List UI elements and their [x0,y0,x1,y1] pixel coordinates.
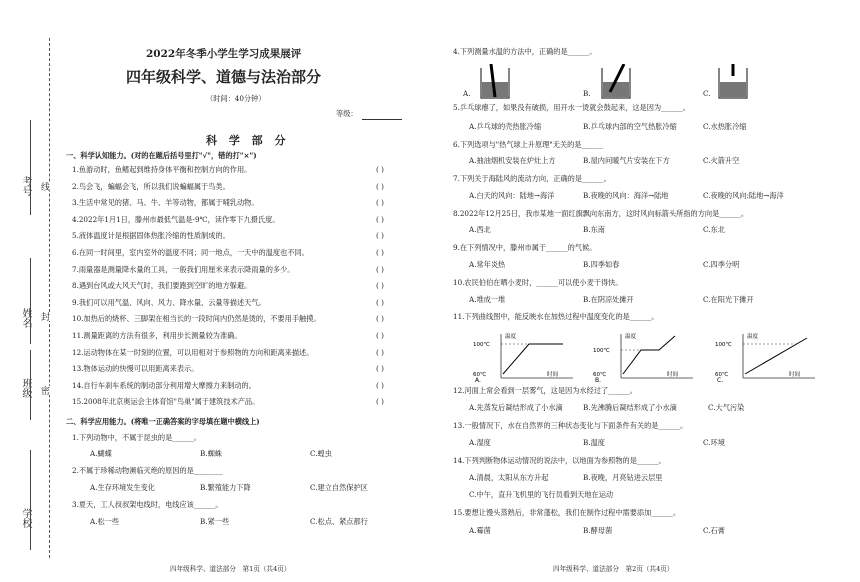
judgement-item: 1.鱼游动时，鱼鳍起到维持身体平衡和控制方向的作用。 [72,165,252,174]
q1-option-a[interactable]: A.蝴蝶 [90,449,112,458]
q9-option-a[interactable]: A.常年炎热 [469,260,506,269]
answer-parentheses[interactable]: ( ) [376,347,384,357]
page2-footer: 四年级科学、道法部分 第2页（共4页） [553,565,674,573]
judgement-item: 11.测量距离的方法有很多，利用步长测量较为准确。 [72,331,242,340]
q8-option-a[interactable]: A.西北 [469,225,491,234]
q10-option-c[interactable]: C.在阳光下摊开 [703,295,754,304]
q13-option-c[interactable]: C.环境 [703,438,725,447]
name-field[interactable] [30,258,31,344]
q11-c-temp-label: 温度 [747,334,759,340]
answer-parentheses[interactable]: ( ) [376,264,384,274]
q11-option-c[interactable]: C. [717,377,724,382]
judgement-item: 4.2022年1月1日，滕州市最低气温是-9℃，读作零下九摄氏度。 [72,214,280,224]
answer-parentheses[interactable]: ( ) [376,165,384,174]
q13-option-b[interactable]: B.温度 [583,438,605,447]
q2-option-c[interactable]: C.建立自然保护区 [310,483,368,492]
q1-stem: 1.下列动物中，不属于昆虫的是______。 [72,433,202,442]
judgement-item: 10.加热后的烧杯、三脚架在相当长的一段时间内仍然是烫的，不要用手触摸。 [72,314,321,324]
answer-parentheses[interactable]: ( ) [376,380,384,390]
q7-option-c[interactable]: C.夜晚的风向:陆地→海洋 [703,191,784,200]
q11-option-b[interactable]: B. [595,377,602,382]
q7-option-b[interactable]: B.夜晚的风向：海洋→陆地 [583,191,669,200]
q10-stem: 10.农民伯伯在晒小麦时，______可以使小麦干得快。 [453,278,623,287]
q13-stem: 13.一般情况下，水在自然界的三种状态变化与下面条件有关的是______。 [453,421,688,430]
answer-parentheses[interactable]: ( ) [376,214,384,224]
answer-parentheses[interactable]: ( ) [376,331,384,340]
q10-option-a[interactable]: A.堆成一堆 [469,295,506,304]
q14-option-a[interactable]: A.清晨，太阳从东方升起 [469,473,549,482]
q6-option-b[interactable]: B.屋内问暖气片安装在下方 [583,156,670,165]
answer-parentheses[interactable]: ( ) [376,231,384,241]
q4-beaker-b-icon [598,64,634,100]
class-label: 班级 [20,378,31,398]
q8-option-c[interactable]: C.东北 [703,225,725,234]
q15-option-a[interactable]: A.霉菌 [469,526,491,535]
q15-stem: 15.要想让馒头蒸熟后，非常蓬松，我们在制作过程中需要添加______。 [453,508,681,517]
q11-c-100: 100℃ [715,342,732,348]
q5-option-c[interactable]: C.水热胀冷缩 [703,122,747,131]
q1-option-c[interactable]: C.蝗虫 [310,449,332,458]
q11-a-time-label: 时间 [547,372,559,378]
class-field[interactable] [30,350,31,420]
answer-parentheses[interactable]: ( ) [376,364,384,374]
page-1 [66,0,436,582]
judgement-item: 7.雨量器是测量降水量的工具，一般我们用厘米来表示降雨量的多少。 [72,264,295,274]
judgement-item: 12.运动物体在某一时刻的位置，可以用相对于参照物的方向和距离来描述。 [72,347,314,357]
exam-time: （时间：40分钟） [206,94,266,103]
answer-parentheses[interactable]: ( ) [376,281,384,291]
school-label: 学校 [20,508,31,528]
q3-option-b[interactable]: B.紧一些 [200,517,230,526]
q13-option-a[interactable]: A.湿度 [469,438,491,447]
q2-option-a[interactable]: A.生存环境发生变化 [90,483,155,492]
q11-b-60: 60℃ [593,372,607,378]
q12-option-b[interactable]: B.先沸腾后凝结形成了小水滴 [583,403,677,412]
judgement-item: 8.遇到台风或大风天气时，我们要跑到空旷的地方躲避。 [72,281,252,291]
section1-heading: 一、科学认知能力。(对的在题后括号里打"√"，错的打"×") [66,151,257,160]
q11-a-60: 60℃ [473,372,487,378]
q14-stem: 14.下列判断物体运动情况的说法中，以地面为参照物的是______。 [453,456,666,465]
seal-mark: 封 [39,312,49,321]
q3-option-c[interactable]: C.松点、紧点都行 [310,517,368,526]
q3-option-a[interactable]: A.松一些 [90,517,120,526]
q9-option-b[interactable]: B.四季如春 [583,260,620,269]
q6-option-a[interactable]: A.抽油烟机安装在炉灶上方 [469,156,556,165]
page1-footer: 四年级科学、道法部分 第1页（共4页） [170,565,291,573]
q1-option-b[interactable]: B.蜘蛛 [200,449,222,458]
q11-option-a[interactable]: A. [475,377,481,382]
q9-stem: 9.在下列情况中，滕州市属于______的气候。 [453,243,597,252]
q6-option-c[interactable]: C.火箭升空 [703,156,740,165]
page-2 [453,0,848,582]
q11-b-100: 100℃ [593,348,610,354]
judgement-item: 9.我们可以用气温、风向、风力、降水量、云量等描述天气。 [72,297,266,307]
q2-stem: 2.不属于珍稀动物濒临灭绝的原因的是________ [72,466,223,475]
q11-c-60: 60℃ [715,372,729,378]
q4-beaker-c-icon [715,64,751,100]
q11-b-time-label: 时间 [667,372,679,378]
q3-stem: 3.夏天，工人叔叔架电线时，电线应该______。 [72,500,223,509]
name-label: 姓名 [20,308,31,328]
q4-option-b[interactable]: B. [583,89,591,98]
q12-option-c[interactable]: C.大气污染 [708,403,745,412]
q4-beaker-a-icon [477,64,513,100]
exam-no-label: 考号 [20,176,31,196]
answer-parentheses[interactable]: ( ) [376,314,384,324]
q8-stem: 8.2022年12月25日，我市某地一面红旗飘向东南方，这时风向标箭头所指的方向是______。 [453,209,749,218]
q7-stem: 7.下列关于海陆风的流动方向，正确的是______。 [453,174,611,183]
answer-parentheses[interactable]: ( ) [376,181,384,191]
binding-dashed-line [49,38,50,558]
q14-option-b[interactable]: B.夜晚，月亮钻进云层里 [583,473,663,482]
q4-stem: 4.下列测量水温的方法中，正确的是______。 [453,47,597,56]
q11-graph-b [593,330,703,382]
q5-stem: 5.乒乓球瘪了，如果没有破损，用开水一烫就会鼓起来，这是因为______。 [453,103,690,112]
judgement-item: 2.鸟会飞，蝙蝠会飞，所以我们说蝙蝠属于鸟类。 [72,181,230,191]
q11-a-100: 100℃ [473,342,490,348]
q11-c-time-label: 时间 [789,372,801,378]
judgement-item: 14.自行车刹车系统的制动部分利用增大摩擦力来制动的。 [72,380,256,390]
q11-a-temp-label: 温度 [505,334,517,340]
q11-stem: 11.下列曲线图中，能反映水在加热过程中温度变化的是______。 [453,312,659,321]
q4-option-c[interactable]: C. [703,89,711,98]
dense-mark: 密 [39,386,49,395]
q15-option-c[interactable]: C.石膏 [703,526,725,535]
judgement-item: 6.在同一时间里，室内室外的温度不同；同一地点，一天中的温度也不同。 [72,248,309,257]
q5-option-b[interactable]: B.乒乓球内部的空气热胀冷缩 [583,122,677,131]
answer-parentheses[interactable]: ( ) [376,198,384,208]
school-field[interactable] [30,450,31,550]
exam-no-field[interactable] [30,120,31,215]
science-title: 科 学 部 分 [206,134,290,147]
q2-option-b[interactable]: B.繁殖能力下降 [200,483,251,492]
q11-b-temp-label: 温度 [625,334,637,340]
q8-option-b[interactable]: B.东南 [583,225,605,234]
exam-title: 2022年冬季小学生学习成果展评 [146,48,302,60]
q11-graph-a [473,330,583,382]
q14-option-c[interactable]: C.中午，直升飞机里的飞行员看到天地在运动 [469,490,614,499]
q5-option-a[interactable]: A.乒乓球的壳热胀冷缩 [469,122,542,131]
judgement-item: 5.液体温度计是根据固体热胀冷缩的性质制成的。 [72,231,230,241]
judgement-item: 15.2008年北京奥运会主体育馆"鸟巢"属于建筑技术产品。 [72,397,260,407]
section2-heading: 二、科学应用能力。(将唯一正确答案的字母填在题中横线上) [66,417,260,426]
q4-option-a[interactable]: A. [463,89,471,98]
q10-option-b[interactable]: B.在阴凉处摊开 [583,295,634,304]
line-mark: 线 [39,182,49,191]
judgement-item: 13.物体运动的快慢可以用距离来表示。 [72,364,199,374]
judgement-item: 3.生活中常见的猪、马、牛、羊等动物，都属于哺乳动物。 [72,198,259,208]
q15-option-b[interactable]: B.酵母菌 [583,526,613,535]
answer-parentheses[interactable]: ( ) [376,397,384,407]
answer-parentheses[interactable]: ( ) [376,297,384,307]
answer-parentheses[interactable]: ( ) [376,248,384,257]
q11-graph-c [715,330,825,382]
grade-field[interactable] [362,119,402,120]
q9-option-c[interactable]: C.四季分明 [703,260,740,269]
q12-option-a[interactable]: A.先蒸发后凝结形成了小水滴 [469,403,563,412]
q6-stem: 6.下列选项与"热气球上升原理"无关的是______ [453,140,604,149]
grade-label: 等级： [336,109,358,118]
q7-option-a[interactable]: A.白天的风向：陆地→海洋 [469,191,555,200]
q12-stem: 12.河面上常会看到一层雾气，这是因为水经过了______。 [453,386,637,395]
binding-strip [0,0,58,582]
exam-subject: 四年级科学、道德与法治部分 [126,68,322,86]
